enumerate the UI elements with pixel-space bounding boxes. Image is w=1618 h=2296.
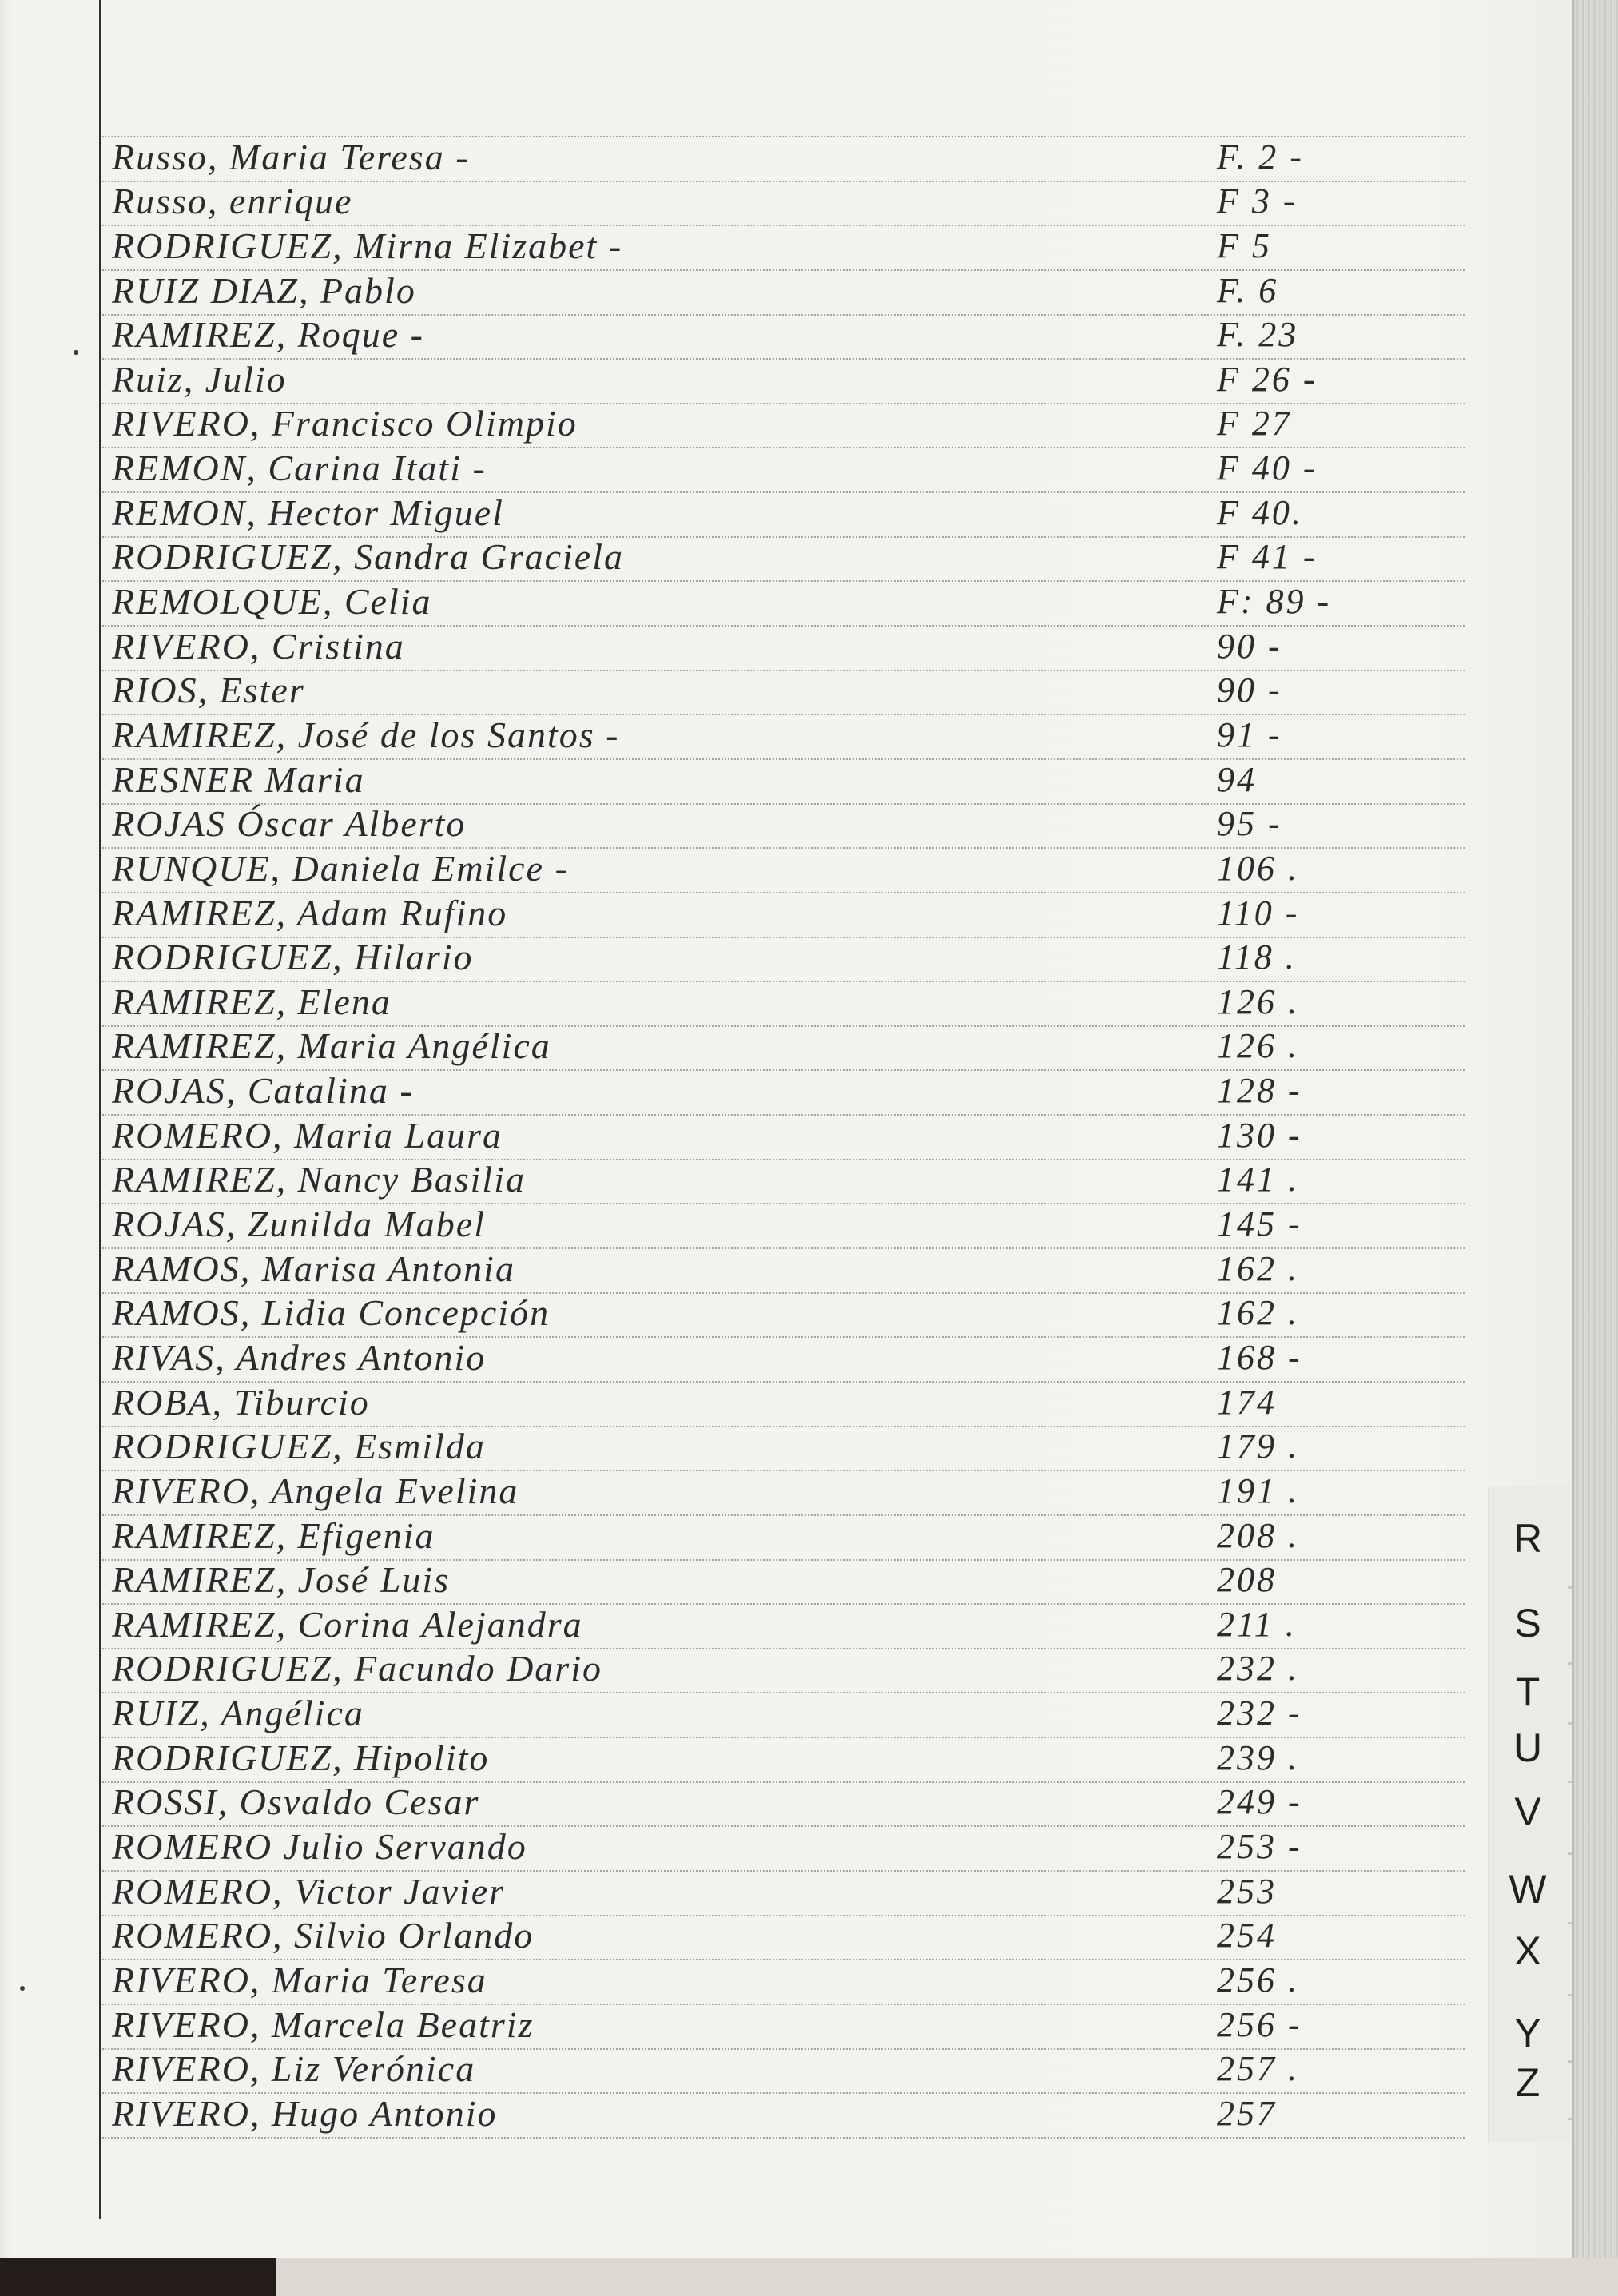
- entry-name: RAMOS, Lidia Concepción: [112, 1292, 551, 1334]
- entry-folio: 232 .: [1217, 1649, 1299, 1689]
- entry-folio: F 27: [1217, 404, 1292, 444]
- entry-folio: 110 -: [1217, 893, 1300, 933]
- index-tab-r: R: [1513, 1516, 1543, 1561]
- entry-name: RAMIREZ, Nancy Basilia: [112, 1159, 526, 1200]
- entry-name: RUIZ DIAZ, Pablo: [112, 269, 416, 311]
- ledger-entry: [102, 938, 1465, 983]
- desk-surface: [0, 2258, 276, 2296]
- entry-folio: 130 -: [1217, 1115, 1302, 1155]
- ledger-entry: [102, 1383, 1465, 1427]
- entry-name: ROBA, Tiburcio: [112, 1381, 370, 1423]
- entry-folio: 90 -: [1217, 670, 1282, 710]
- ledger-entry: [102, 271, 1465, 316]
- entry-folio: F. 23: [1217, 315, 1299, 355]
- ledger-entry: [102, 1338, 1465, 1383]
- margin-line: [99, 0, 101, 2219]
- ledger-entry: [102, 582, 1465, 627]
- ledger-entry: [102, 715, 1465, 760]
- index-tab-t: T: [1515, 1669, 1540, 1714]
- entry-folio: 168 -: [1217, 1337, 1302, 1377]
- entry-folio: F. 6: [1217, 270, 1279, 310]
- entry-folio: 94: [1217, 759, 1257, 799]
- entry-folio: 162 .: [1217, 1293, 1299, 1333]
- entry-folio: F 5: [1217, 225, 1272, 265]
- ledger-entry: [102, 893, 1465, 938]
- entry-folio: 257 .: [1217, 2049, 1299, 2089]
- ledger-entry: [102, 671, 1465, 716]
- entry-folio: 256 .: [1217, 1960, 1299, 2000]
- index-tab-z: Z: [1515, 2060, 1540, 2105]
- entry-name: RESNER Maria: [112, 758, 365, 800]
- ledger-entry: [102, 1916, 1465, 1961]
- entry-name: RAMIREZ, Maria Angélica: [112, 1025, 551, 1067]
- entry-folio: 126 .: [1217, 981, 1299, 1021]
- entry-folio: 239 .: [1217, 1737, 1299, 1777]
- entry-folio: F 41 -: [1217, 537, 1318, 577]
- ledger-entry: [102, 1693, 1465, 1738]
- index-tab-u: U: [1513, 1725, 1543, 1770]
- entry-folio: 208: [1217, 1560, 1277, 1600]
- entry-name: RAMIREZ, Roque -: [112, 314, 424, 356]
- page-bottom-edge: [276, 2258, 1618, 2296]
- ledger-entry: [102, 1872, 1465, 1916]
- entry-folio: 257: [1217, 2093, 1277, 2133]
- ledger-entry: [102, 1116, 1465, 1160]
- ledger-entry: [102, 760, 1465, 805]
- ledger-entry: [102, 404, 1465, 449]
- entry-folio: F. 2 -: [1217, 137, 1304, 177]
- entry-name: ROJAS, Zunilda Mabel: [112, 1204, 486, 1245]
- entry-name: ROMERO, Silvio Orlando: [112, 1915, 535, 1956]
- ledger-entry: [102, 1471, 1465, 1516]
- ledger-entry: [102, 1249, 1465, 1294]
- ledger-entry: [102, 1605, 1465, 1649]
- entry-name: RODRIGUEZ, Hilario: [112, 937, 474, 978]
- entry-folio: 128 -: [1217, 1071, 1302, 1111]
- ledger-entry: [102, 1204, 1465, 1249]
- entry-folio: 191 .: [1217, 1470, 1299, 1510]
- entry-name: RIVERO, Hugo Antonio: [112, 2092, 498, 2134]
- index-tab-w: W: [1509, 1867, 1547, 1912]
- entry-folio: 141 .: [1217, 1160, 1299, 1200]
- entry-folio: 208 .: [1217, 1515, 1299, 1555]
- entry-name: RAMOS, Marisa Antonia: [112, 1247, 515, 1289]
- entry-folio: 90 -: [1217, 626, 1282, 666]
- ledger-entry: [102, 1516, 1465, 1561]
- ledger-entry: [102, 360, 1465, 404]
- entry-name: RIVERO, Angela Evelina: [112, 1470, 519, 1511]
- index-tab-y: Y: [1514, 2011, 1541, 2055]
- entry-name: REMON, Hector Miguel: [112, 491, 504, 533]
- entry-folio: F 40 -: [1217, 448, 1318, 488]
- entry-folio: 162 .: [1217, 1248, 1299, 1288]
- entry-folio: 95 -: [1217, 804, 1282, 844]
- ledger-entry: [102, 1071, 1465, 1116]
- entry-name: ROMERO Julio Servando: [112, 1825, 527, 1867]
- ledger-entry: [102, 226, 1465, 271]
- entry-name: Russo, Maria Teresa -: [112, 136, 470, 177]
- ledger-entry: [102, 1294, 1465, 1339]
- entry-name: ROSSI, Osvaldo Cesar: [112, 1781, 480, 1823]
- entry-name: RODRIGUEZ, Mirna Elizabet -: [112, 225, 623, 266]
- ledger-entry: [102, 2094, 1465, 2139]
- ledger-entry: [102, 2005, 1465, 2050]
- entry-name: RAMIREZ, José de los Santos -: [112, 714, 620, 755]
- entry-name: RIVERO, Marcela Beatriz: [112, 2004, 535, 2045]
- entry-folio: 118 .: [1217, 937, 1297, 977]
- entry-name: RUNQUE, Daniela Emilce -: [112, 847, 569, 889]
- entry-name: RIVERO, Liz Verónica: [112, 2048, 476, 2090]
- ledger-entry: [102, 1027, 1465, 1072]
- entry-folio: 179 .: [1217, 1427, 1299, 1466]
- ink-dot: [74, 350, 78, 355]
- ledger-entry: [102, 448, 1465, 493]
- entry-name: RIOS, Ester: [112, 670, 305, 711]
- ledger-entry: [102, 627, 1465, 671]
- entry-name: RAMIREZ, Adam Rufino: [112, 892, 508, 933]
- index-tab-s: S: [1514, 1601, 1541, 1645]
- entry-name: ROMERO, Victor Javier: [112, 1870, 506, 1912]
- entry-folio: 126 .: [1217, 1026, 1299, 1066]
- ledger-entry: [102, 1738, 1465, 1783]
- entry-folio: 256 -: [1217, 2004, 1302, 2044]
- entry-folio: 249 -: [1217, 1782, 1302, 1822]
- entry-name: RIVERO, Francisco Olimpio: [112, 403, 578, 444]
- entry-folio: F 40.: [1217, 492, 1303, 532]
- entry-name: RAMIREZ, Efigenia: [112, 1514, 435, 1556]
- entry-name: ROJAS Óscar Alberto: [112, 803, 467, 845]
- entry-folio: 106 .: [1217, 848, 1299, 888]
- ledger-entry: [102, 805, 1465, 850]
- ledger-entry: [102, 538, 1465, 583]
- ledger-entry: [102, 1783, 1465, 1828]
- index-tab-x: X: [1514, 1928, 1541, 1973]
- ledger-entry: [102, 316, 1465, 360]
- entry-folio: 211 .: [1217, 1604, 1297, 1644]
- ledger-entry: [102, 493, 1465, 538]
- entry-name: ROMERO, Maria Laura: [112, 1114, 503, 1156]
- ink-dot: [20, 1986, 25, 1991]
- ledger-entry: [102, 182, 1465, 227]
- entry-name: RUIZ, Angélica: [112, 1693, 364, 1734]
- entry-name: RIVERO, Maria Teresa: [112, 1959, 487, 2000]
- index-tab-v: V: [1514, 1789, 1541, 1834]
- ledger-entry: [102, 1649, 1465, 1694]
- ledger-entry: [102, 2050, 1465, 2095]
- entry-name: Russo, enrique: [112, 181, 353, 222]
- entry-name: RODRIGUEZ, Sandra Graciela: [112, 536, 624, 578]
- entry-folio: 232 -: [1217, 1693, 1302, 1733]
- entry-folio: 145 -: [1217, 1204, 1302, 1244]
- entry-folio: 254: [1217, 1916, 1277, 1956]
- entry-folio: F: 89 -: [1217, 582, 1332, 622]
- entry-folio: 174: [1217, 1382, 1277, 1422]
- entry-name: RODRIGUEZ, Facundo Dario: [112, 1648, 602, 1689]
- entry-name: RAMIREZ, Elena: [112, 981, 392, 1022]
- ledger-entry: [102, 1561, 1465, 1606]
- entry-name: RODRIGUEZ, Hipolito: [112, 1737, 490, 1778]
- entry-folio: 91 -: [1217, 714, 1282, 754]
- entry-folio: 253 -: [1217, 1826, 1302, 1866]
- entry-name: REMOLQUE, Celia: [112, 581, 432, 623]
- ledger-entry: [102, 849, 1465, 893]
- entry-name: RIVERO, Cristina: [112, 625, 405, 667]
- entry-name: RAMIREZ, Corina Alejandra: [112, 1603, 583, 1645]
- ledger-entry: [102, 1827, 1465, 1872]
- ledger-entry: [102, 1960, 1465, 2005]
- ledger-entry: [102, 1427, 1465, 1472]
- entry-name: ROJAS, Catalina -: [112, 1070, 414, 1112]
- entry-name: RODRIGUEZ, Esmilda: [112, 1426, 486, 1467]
- entry-name: RAMIREZ, José Luis: [112, 1559, 451, 1601]
- ledger-entry: [102, 137, 1465, 182]
- entry-folio: F 26 -: [1217, 359, 1318, 399]
- entry-name: REMON, Carina Itati -: [112, 448, 487, 489]
- ledger-entry: [102, 1160, 1465, 1205]
- ledger-entry: [102, 982, 1465, 1027]
- entry-name: RIVAS, Andres Antonio: [112, 1336, 487, 1378]
- entry-folio: F 3 -: [1217, 181, 1298, 221]
- entry-name: Ruiz, Julio: [112, 358, 287, 400]
- entries-list: [102, 136, 1465, 2139]
- entry-folio: 253: [1217, 1871, 1277, 1911]
- book-binding-edge: [1572, 0, 1618, 2258]
